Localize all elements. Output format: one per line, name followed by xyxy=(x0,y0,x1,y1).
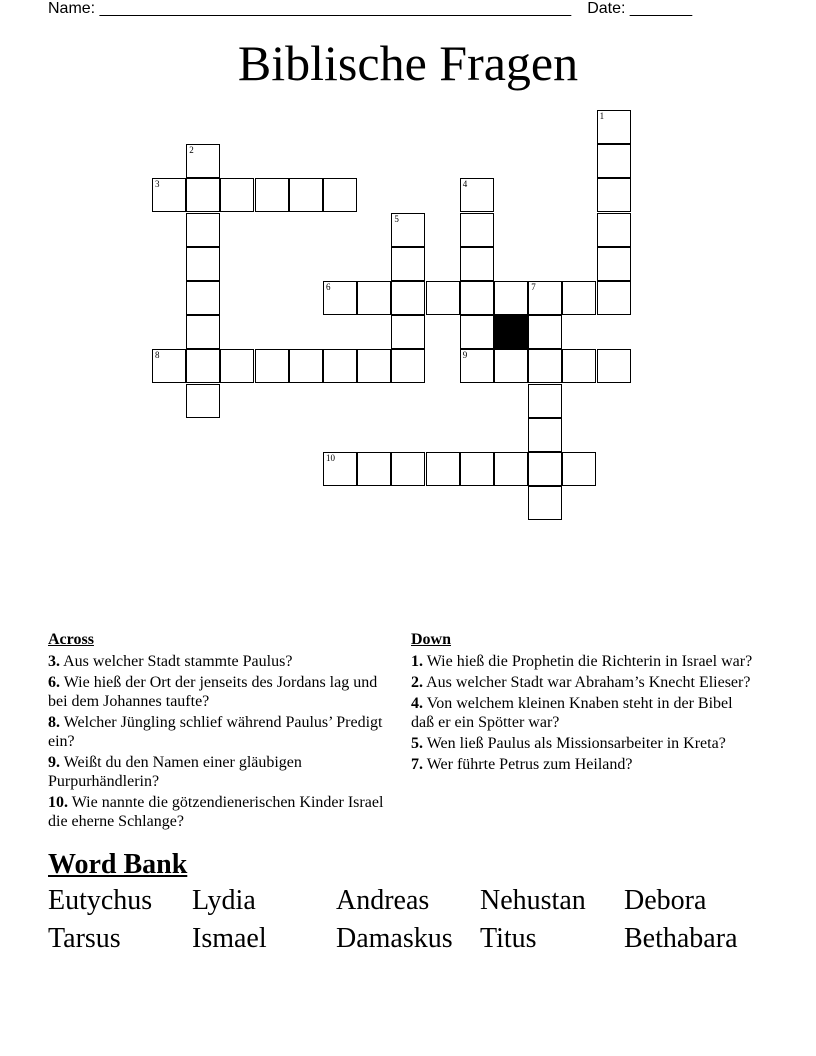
across-clues xyxy=(48,630,393,833)
word-bank-word: Lydia xyxy=(192,885,256,916)
black-cell xyxy=(494,315,528,349)
word-bank-word: Tarsus xyxy=(48,923,121,954)
clue-number: 3. xyxy=(48,653,60,670)
grid-cell[interactable] xyxy=(186,315,220,349)
grid-cell[interactable] xyxy=(494,281,528,315)
grid-cell[interactable] xyxy=(323,178,357,212)
grid-cell[interactable] xyxy=(357,452,391,486)
clue-down xyxy=(411,755,756,774)
grid-cell[interactable] xyxy=(220,349,254,383)
down-heading: Down xyxy=(411,631,452,648)
grid-cell[interactable] xyxy=(186,384,220,418)
clue-text: Aus welcher Stadt war Abraham’s Knecht Elieser? xyxy=(426,674,751,691)
grid-cell[interactable] xyxy=(597,281,631,315)
clue-across xyxy=(48,673,393,711)
grid-cell[interactable] xyxy=(186,281,220,315)
clue-number-label: 6 xyxy=(326,282,331,292)
clue-text: Weißt du den Namen einer gläubigen Purpurhändlerin? xyxy=(48,754,302,790)
grid-cell[interactable] xyxy=(220,178,254,212)
grid-cell[interactable] xyxy=(460,349,494,383)
clue-number-label: 9 xyxy=(462,350,468,361)
clue-number: 10. xyxy=(48,794,68,811)
grid-cell[interactable] xyxy=(357,349,391,383)
grid-cell[interactable] xyxy=(528,418,562,452)
grid-cell[interactable] xyxy=(426,281,460,315)
clue-across xyxy=(48,713,393,751)
grid-cell[interactable] xyxy=(152,349,186,383)
grid-cell[interactable] xyxy=(391,315,425,349)
clue-number: 9. xyxy=(48,754,60,771)
grid-cell[interactable] xyxy=(255,349,289,383)
word-bank-word: Nehustan xyxy=(480,885,586,916)
clue-down xyxy=(411,694,756,732)
grid-cell[interactable] xyxy=(597,110,631,144)
clue-number: 1. xyxy=(411,653,423,670)
clue-number-label: 1 xyxy=(599,111,605,121)
clue-text: Wer führte Petrus zum Heiland? xyxy=(426,756,633,773)
across-heading: Across xyxy=(48,631,94,648)
grid-cell[interactable] xyxy=(562,452,596,486)
clue-down xyxy=(411,734,756,753)
clue-number: 6. xyxy=(48,674,60,691)
grid-cell[interactable] xyxy=(528,315,562,349)
grid-cell[interactable] xyxy=(186,349,220,383)
grid-cell[interactable] xyxy=(597,349,631,383)
clue-across xyxy=(48,753,393,791)
grid-cell[interactable] xyxy=(289,349,323,383)
down-clues xyxy=(411,630,756,776)
word-bank-title: Word Bank xyxy=(48,849,188,880)
clue-number: 8. xyxy=(48,714,60,731)
clue-text: Wie hieß die Prophetin die Richterin in Israel war? xyxy=(426,653,753,670)
clue-number-label: 2 xyxy=(189,145,194,156)
grid-cell[interactable] xyxy=(391,247,425,281)
grid-cell[interactable] xyxy=(597,247,631,281)
clue-number: 4. xyxy=(411,695,423,712)
clue-number-label: 5 xyxy=(394,213,399,224)
grid-cell[interactable] xyxy=(186,178,220,212)
clue-number-label: 3 xyxy=(155,179,160,190)
grid-cell[interactable] xyxy=(494,452,528,486)
word-bank-word: Titus xyxy=(480,923,537,954)
date-field-label: Date: _______ xyxy=(587,0,693,17)
grid-cell[interactable] xyxy=(391,452,425,486)
grid-cell[interactable] xyxy=(460,247,494,281)
clue-number-label: 7 xyxy=(531,282,536,292)
clue-text: Welcher Jüngling schlief während Paulus’ Predigt ein? xyxy=(48,714,383,750)
word-bank-word: Bethabara xyxy=(624,923,738,954)
grid-cell[interactable] xyxy=(357,281,391,315)
grid-cell[interactable] xyxy=(323,281,357,315)
clue-text: Wie nannte die götzendienerischen Kinder Israel die eherne Schlange? xyxy=(48,794,384,830)
grid-cell[interactable] xyxy=(528,349,562,383)
grid-cell[interactable] xyxy=(528,384,562,418)
clue-number: 5. xyxy=(411,735,423,752)
grid-cell[interactable] xyxy=(597,213,631,247)
puzzle-title: Biblische Fragen xyxy=(237,35,579,91)
clue-number-label: 4 xyxy=(462,179,468,190)
grid-cell[interactable] xyxy=(528,452,562,486)
word-bank-word: Andreas xyxy=(336,885,430,916)
clue-across xyxy=(48,793,393,831)
grid-cell[interactable] xyxy=(323,452,357,486)
grid-cell[interactable] xyxy=(460,315,494,349)
clue-number-label: 8 xyxy=(155,350,160,361)
clue-text: Aus welcher Stadt stammte Paulus? xyxy=(63,653,293,670)
grid-cell[interactable] xyxy=(289,178,323,212)
grid-cell[interactable] xyxy=(152,178,186,212)
name-field-label: Name: _____________________________________________________ xyxy=(48,0,572,17)
grid-cell[interactable] xyxy=(597,178,631,212)
word-bank-word: Ismael xyxy=(192,923,267,954)
grid-cell[interactable] xyxy=(255,178,289,212)
grid-cell[interactable] xyxy=(391,349,425,383)
clue-text: Von welchem kleinen Knaben steht in der Bibel daß er ein Spötter war? xyxy=(411,695,733,731)
grid-cell[interactable] xyxy=(494,349,528,383)
clue-number: 7. xyxy=(411,756,423,773)
clue-across xyxy=(48,652,393,671)
word-bank-word: Debora xyxy=(624,885,707,916)
grid-cell[interactable] xyxy=(186,213,220,247)
grid-cell[interactable] xyxy=(186,144,220,178)
grid-cell[interactable] xyxy=(323,349,357,383)
grid-cell[interactable] xyxy=(460,281,494,315)
word-bank-word: Eutychus xyxy=(48,885,153,916)
clue-text: Wen ließ Paulus als Missionsarbeiter in Kreta? xyxy=(426,735,726,752)
word-bank-word: Damaskus xyxy=(336,923,453,954)
clue-down xyxy=(411,652,756,671)
grid-cell[interactable] xyxy=(562,349,596,383)
grid-cell[interactable] xyxy=(528,486,562,520)
clue-number-label: 10 xyxy=(326,453,335,463)
grid-cell[interactable] xyxy=(426,452,460,486)
clue-down xyxy=(411,673,756,692)
grid-cell[interactable] xyxy=(186,247,220,281)
grid-cell[interactable] xyxy=(562,281,596,315)
grid-cell[interactable] xyxy=(597,144,631,178)
clue-text: Wie hieß der Ort der jenseits des Jordans lag und bei dem Johannes taufte? xyxy=(48,674,378,710)
grid-cell[interactable] xyxy=(460,452,494,486)
grid-cell[interactable] xyxy=(460,213,494,247)
grid-cell[interactable] xyxy=(528,281,562,315)
grid-cell[interactable] xyxy=(391,281,425,315)
clue-number: 2. xyxy=(411,674,423,691)
grid-cell[interactable] xyxy=(460,178,494,212)
grid-cell[interactable] xyxy=(391,213,425,247)
